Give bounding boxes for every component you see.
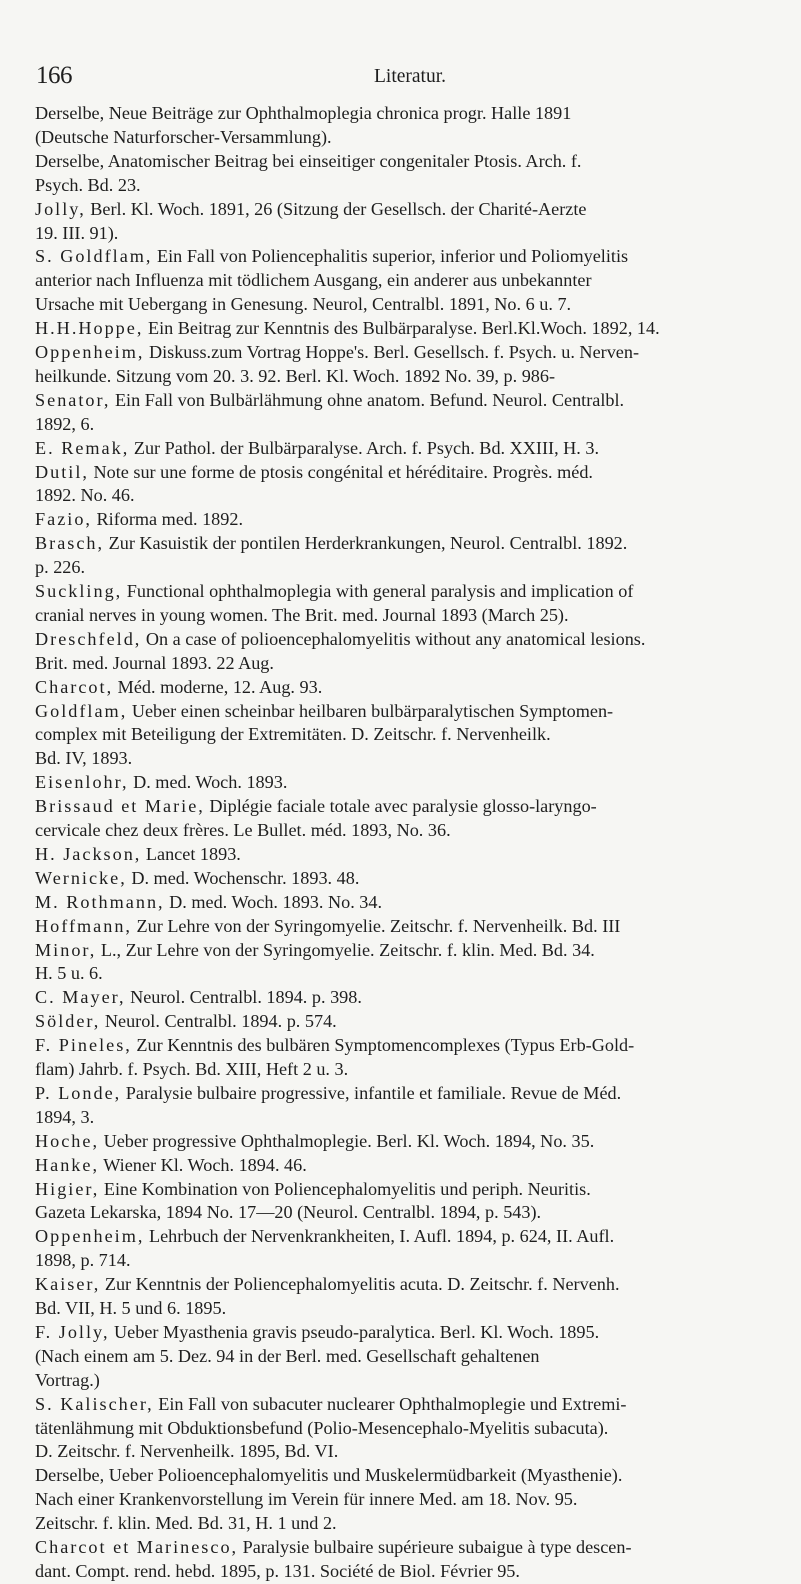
entry-text: Ueber einen scheinbar heilbaren bulbärparalytischen Symptomen- [127, 700, 614, 721]
entry-author: C. Mayer, [35, 987, 126, 1008]
bibliography-entry [35, 1010, 785, 1034]
entry-continuation-line [35, 126, 785, 150]
entry-author: Hoffmann, [35, 915, 132, 936]
entry-text: Note sur une forme de ptosis congénital et héréditaire. Progrès. méd. [88, 461, 593, 482]
bibliography-entry [35, 1536, 785, 1584]
entry-text: heilkunde. Sitzung vom 20. 3. 92. Berl. Kl. Woch. 1892 No. 39, p. 986- [35, 365, 556, 386]
entry-first-line [35, 1130, 785, 1154]
entry-text: Zur Lehre von der Syringomyelie. Zeitschr. f. Nervenheilk. Bd. III [131, 915, 621, 936]
entry-first-line [35, 580, 785, 604]
entry-text: Riforma med. 1892. [91, 509, 244, 530]
entry-continuation-line [35, 1417, 785, 1441]
entry-first-line [35, 1393, 785, 1417]
entry-first-line [35, 1536, 785, 1560]
entry-first-line [35, 1273, 785, 1297]
entry-text: Brit. med. Journal 1893. 22 Aug. [35, 652, 274, 673]
entry-author: H.H.Hoppe, [35, 318, 144, 339]
entry-text: Ein Beitrag zur Kenntnis des Bulbärparalyse. Berl.Kl.Woch. 1892, 14. [143, 318, 660, 339]
entry-continuation-line [35, 1560, 785, 1584]
entry-first-line [35, 1321, 785, 1345]
bibliography-entry [35, 245, 785, 317]
entry-author: M. Rothmann, [35, 891, 165, 912]
entry-text: Anatomischer Beitrag bei einseitiger congenitaler Ptosis. Arch. f. [104, 150, 582, 171]
entry-text: On a case of polioencephalomyelitis without any anatomical lesions. [141, 628, 646, 649]
entry-first-line [35, 1082, 785, 1106]
entry-text: Berl. Kl. Woch. 1891, 26 (Sitzung der Gesellsch. der Charité-Aerzte [85, 198, 587, 219]
entry-author: S. Kalischer, [35, 1393, 154, 1414]
entry-first-line [35, 867, 785, 891]
entry-text: Ursache mit Uebergang in Genesung. Neurol, Centralbl. 1891, No. 6 u. 7. [35, 294, 572, 315]
entry-text: 1892. No. 46. [35, 485, 135, 506]
entry-author: E. Remak, [35, 437, 130, 458]
entry-continuation-line [35, 222, 785, 246]
entry-text: Zeitschr. f. klin. Med. Bd. 31, H. 1 und 2. [35, 1513, 337, 1534]
entry-text: Eine Kombination von Poliencephalomyelitis und periph. Neuritis. [99, 1178, 591, 1199]
bibliography-entry [35, 939, 785, 987]
bibliography-entry [35, 1154, 785, 1178]
entry-continuation-line [35, 1201, 785, 1225]
entry-first-line [35, 102, 785, 126]
entry-first-line [35, 1178, 785, 1202]
entry-text: D. med. Wochenschr. 1893. 48. [126, 867, 360, 888]
entry-first-line [35, 198, 785, 222]
entry-text: cervicale chez deux frères. Le Bullet. méd. 1893, No. 36. [35, 820, 451, 840]
entry-text: 1892, 6. [35, 413, 95, 434]
entry-text: H. 5 u. 6. [35, 963, 103, 984]
entry-continuation-line [35, 174, 785, 198]
entry-continuation-line [35, 1297, 785, 1321]
bibliography-entry [35, 461, 785, 509]
entry-continuation-line [35, 484, 785, 508]
entry-author: P. Londe, [35, 1082, 122, 1103]
bibliography-entry [35, 437, 785, 461]
entry-text: Ueber Myasthenia gravis pseudo-paralytica. Berl. Kl. Woch. 1895. [109, 1321, 600, 1342]
entry-text: L., Zur Lehre von der Syringomyelie. Zeitschr. f. klin. Med. Bd. 34. [96, 939, 595, 960]
bibliography-entry [35, 891, 785, 915]
entry-author: Dreschfeld, [35, 628, 142, 649]
bibliography-entry [35, 915, 785, 939]
bibliography-entry [35, 508, 785, 532]
entry-author: Oppenheim, [35, 1226, 145, 1247]
bibliography-entry [35, 628, 785, 676]
page-number: 166 [36, 62, 72, 89]
entry-text: 1894, 3. [35, 1106, 95, 1127]
entry-text: Bd. VII, H. 5 und 6. 1895. [35, 1298, 227, 1318]
entry-author: Sölder, [35, 1011, 101, 1032]
entry-text: (Nach einem am 5. Dez. 94 in der Berl. med. Gesellschaft gehaltenen [35, 1345, 540, 1366]
bibliography-entry [35, 1273, 785, 1321]
entry-continuation-line [35, 723, 785, 747]
entry-continuation-line [35, 413, 785, 437]
entry-text: Psych. Bd. 23. [35, 174, 141, 195]
entry-author: Oppenheim, [35, 342, 145, 362]
entry-first-line [35, 843, 785, 867]
entry-author: Hoche, [35, 1130, 100, 1151]
entry-text: Ein Fall von Poliencephalitis superior, inferior und Poliomyelitis [152, 246, 629, 267]
bibliography-entry [35, 341, 785, 389]
entry-first-line [35, 628, 785, 652]
entry-text: anterior nach Influenza mit tödlichem Ausgang, ein anderer aus unbekannter [35, 270, 592, 291]
entry-continuation-line [35, 1106, 785, 1130]
entry-first-line [35, 245, 785, 269]
entry-text: dant. Compt. rend. hebd. 1895, p. 131. Société de Biol. Février 95. [35, 1560, 520, 1581]
entry-text: Paralysie bulbaire supérieure subaigue à type descen- [238, 1537, 632, 1557]
entry-author: Wernicke, [35, 867, 127, 888]
entry-first-line [35, 915, 785, 939]
entry-text: Zur Kasuistik der pontilen Herderkrankungen, Neurol. Centralbl. 1892. [104, 533, 628, 554]
entry-first-line [35, 1154, 785, 1178]
entry-text: Ein Fall von subacuter nuclearer Ophthalmoplegie und Extremi- [153, 1393, 627, 1414]
bibliography-entry [35, 1130, 785, 1154]
bibliography-entry [35, 867, 785, 891]
entry-continuation-line [35, 747, 785, 771]
entry-text: 19. III. 91). [35, 222, 119, 243]
bibliography-entry [35, 700, 785, 772]
bibliography-entry [35, 102, 785, 150]
entry-author: F. Jolly, [35, 1321, 110, 1342]
bibliography-entry [35, 1464, 785, 1536]
entry-continuation-line [35, 1249, 785, 1273]
entry-author: Derselbe, [35, 103, 105, 123]
entry-text: flam) Jahrb. f. Psych. Bd. XIII, Heft 2 u. 3. [35, 1059, 349, 1079]
entry-continuation-line [35, 1345, 785, 1369]
entry-first-line [35, 317, 785, 341]
entry-text: Zur Kenntnis der Poliencephalomyelitis acuta. D. Zeitschr. f. Nervenh. [100, 1274, 620, 1295]
entry-author: Kaiser, [35, 1274, 101, 1295]
entry-continuation-line [35, 604, 785, 628]
entry-text: Neurol. Centralbl. 1894. p. 398. [125, 987, 362, 1008]
bibliography-entry [35, 580, 785, 628]
entry-continuation-line [35, 269, 785, 293]
entry-text: Lancet 1893. [141, 843, 241, 864]
entry-author: Brissaud et Marie, [35, 796, 205, 817]
bibliography-entry [35, 771, 785, 795]
entry-text: Paralysie bulbaire progressive, infantile et familiale. Revue de Méd. [121, 1082, 622, 1103]
entry-first-line [35, 341, 785, 365]
entry-text: tätenlähmung mit Obduktionsbefund (Polio-Mesencephalo-Myelitis subacuta). [35, 1417, 609, 1438]
entry-author: F. Pineles, [35, 1035, 132, 1056]
entry-text: Diplégie faciale totale avec paralysie glosso-laryngo- [204, 796, 597, 817]
bibliography-entry [35, 532, 785, 580]
entry-first-line [35, 1010, 785, 1034]
entry-text: Gazeta Lekarska, 1894 No. 17—20 (Neurol. Centralbl. 1894, p. 543). [35, 1202, 542, 1223]
entry-text: Lehrbuch der Nervenkrankheiten, I. Aufl. 1894, p. 624, II. Aufl. [144, 1226, 615, 1247]
entry-continuation-line [35, 556, 785, 580]
entry-author: Minor, [35, 939, 97, 960]
entry-text: Ueber progressive Ophthalmoplegie. Berl. Kl. Woch. 1894, No. 35. [99, 1130, 595, 1151]
entry-author: Dutil, [35, 461, 89, 482]
entry-first-line [35, 795, 785, 819]
entry-continuation-line [35, 365, 785, 389]
entry-continuation-line [35, 293, 785, 317]
entry-text: Functional ophthalmoplegia with general paralysis and implication of [122, 581, 634, 601]
entry-text: D. Zeitschr. f. Nervenheilk. 1895, Bd. VI. [35, 1441, 339, 1462]
entry-first-line [35, 389, 785, 413]
entry-author: Fazio, [35, 509, 92, 530]
entry-text: Ein Fall von Bulbärlähmung ohne anatom. Befund. Neurol. Centralbl. [110, 389, 625, 410]
running-title: Literatur. [374, 66, 447, 87]
bibliography-entry [35, 1034, 785, 1082]
entry-continuation-line [35, 652, 785, 676]
entry-author: Charcot, [35, 676, 114, 697]
entry-first-line [35, 771, 785, 795]
entry-first-line [35, 939, 785, 963]
entry-author: Brasch, [35, 533, 105, 554]
bibliography-entry [35, 1082, 785, 1130]
entry-first-line [35, 1034, 785, 1058]
entry-author: Charcot et Marinesco, [35, 1537, 239, 1557]
entry-first-line [35, 700, 785, 724]
entry-author: Jolly, [35, 198, 86, 219]
bibliography-entry [35, 676, 785, 700]
entry-text: D. med. Woch. 1893. No. 34. [164, 891, 383, 912]
entry-author: Hanke, [35, 1154, 100, 1175]
entry-text: Zur Pathol. der Bulbärparalyse. Arch. f. Psych. Bd. XXIII, H. 3. [129, 437, 600, 458]
entry-first-line [35, 461, 785, 485]
entry-continuation-line [35, 1369, 785, 1393]
entry-continuation-line [35, 1440, 785, 1464]
entry-first-line [35, 150, 785, 174]
entry-author: Eisenlohr, [35, 772, 129, 793]
entry-first-line [35, 1225, 785, 1249]
entry-first-line [35, 437, 785, 461]
entry-text: Bd. IV, 1893. [35, 748, 133, 769]
entry-author: Derselbe, [35, 1465, 105, 1486]
entry-text: (Deutsche Naturforscher-Versammlung). [35, 126, 332, 147]
bibliography-entry [35, 986, 785, 1010]
entry-author: Senator, [35, 389, 111, 410]
bibliography-entry [35, 795, 785, 843]
entry-text: Nach einer Krankenvorstellung im Verein für innere Med. am 18. Nov. 95. [35, 1489, 578, 1510]
entry-first-line [35, 891, 785, 915]
entry-first-line [35, 532, 785, 556]
entry-author: H. Jackson, [35, 843, 142, 864]
entry-text: cranial nerves in young women. The Brit. med. Journal 1893 (March 25). [35, 604, 569, 625]
entry-text: 1898, p. 714. [35, 1250, 131, 1271]
entry-text: Diskuss.zum Vortrag Hoppe's. Berl. Gesellsch. f. Psych. u. Nerven- [144, 342, 640, 362]
entry-continuation-line [35, 1512, 785, 1536]
entry-text: Zur Kenntnis des bulbären Symptomencomplexes (Typus Erb-Gold- [131, 1035, 635, 1056]
entry-text: Méd. moderne, 12. Aug. 93. [113, 676, 323, 697]
bibliography-entry [35, 317, 785, 341]
entry-text: Vortrag.) [35, 1369, 100, 1390]
entry-text: Ueber Polioencephalomyelitis und Muskelermüdbarkeit (Myasthenie). [104, 1465, 623, 1486]
entry-author: Suckling, [35, 581, 123, 601]
entry-author: Derselbe, [35, 150, 105, 171]
entry-continuation-line [35, 1488, 785, 1512]
entry-text: D. med. Woch. 1893. [128, 772, 288, 793]
bibliography-entry [35, 1321, 785, 1393]
entry-continuation-line [35, 1058, 785, 1082]
entry-continuation-line [35, 819, 785, 843]
bibliography-entry [35, 198, 785, 246]
entry-text: complex mit Beteiligung der Extremitäten. D. Zeitschr. f. Nervenheilk. [35, 724, 551, 745]
bibliography-entry [35, 843, 785, 867]
entry-first-line [35, 508, 785, 532]
entry-first-line [35, 986, 785, 1010]
bibliography-entry [35, 1225, 785, 1273]
page-header [34, 62, 764, 90]
entry-text: p. 226. [35, 557, 86, 578]
entry-text: Neue Beiträge zur Ophthalmoplegia chronica progr. Halle 1891 [104, 103, 572, 123]
entry-author: Goldflam, [35, 700, 128, 721]
entry-first-line [35, 1464, 785, 1488]
bibliography-entry [35, 1393, 785, 1465]
entry-author: Higier, [35, 1178, 100, 1199]
entry-text: Neurol. Centralbl. 1894. p. 574. [100, 1011, 337, 1032]
entry-continuation-line [35, 962, 785, 986]
bibliography-entry [35, 150, 785, 198]
entry-text: Wiener Kl. Woch. 1894. 46. [99, 1154, 307, 1175]
entry-first-line [35, 676, 785, 700]
bibliography-entry [35, 389, 785, 437]
entry-author: S. Goldflam, [35, 246, 153, 267]
bibliography-entry [35, 1178, 785, 1226]
